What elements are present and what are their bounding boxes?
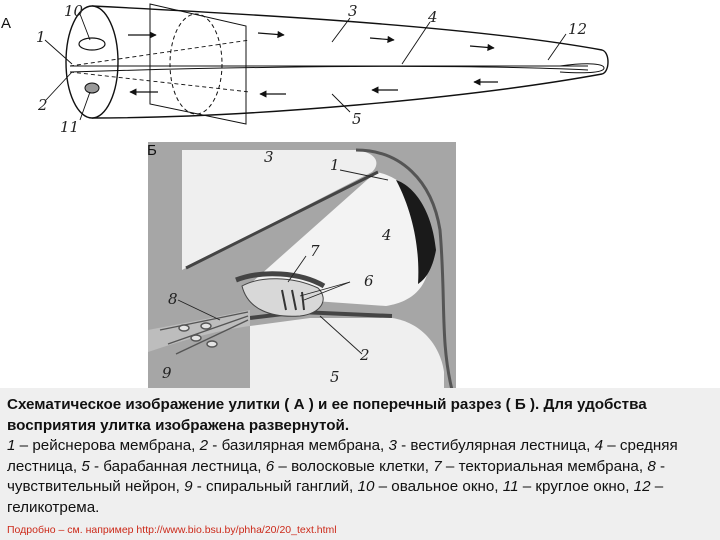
label-b-3: 3 [264, 148, 274, 166]
section-plane [150, 4, 246, 124]
label-b-6: 6 [364, 272, 374, 290]
section-plane-dashed-ellipse [170, 14, 222, 114]
figure-caption [7, 395, 713, 519]
caption-title: Схематическое изображение улитки ( А ) и ее поперечный разрез ( Б ). Для удобства восприятия улитка изображена развернутой. [7, 396, 647, 434]
basilar-membrane-line-a [70, 66, 588, 72]
caption-legend: 1 – рейснерова мембрана, 2 - базилярная мембрана, 3 - вестибулярная лестница, 4 – средняя лестница, 5 - барабанная лестница, 6 – волосковые клетки, 7 – текториальная мембрана, 8 - чувствительный нейрон, 9 - спиральный ганглий, 10 – овальное окно, 11 – круглое окно, 12 – геликотрема. [7, 437, 678, 516]
label-b-8: 8 [168, 290, 178, 308]
source-link[interactable]: Подробно – см. например http://www.bio.bsu.by/phha/20/20_text.html [7, 524, 337, 536]
panel-a-letter: А [1, 15, 12, 32]
label-a-2: 2 [38, 96, 48, 114]
label-b-7: 7 [310, 242, 320, 260]
flow-arrow-upper-4 [470, 46, 494, 48]
scala-tympani [250, 318, 444, 390]
label-a-1: 1 [36, 28, 46, 46]
label-b-5: 5 [330, 368, 340, 386]
cochlea-base-ellipse [66, 6, 118, 118]
apex-loop [560, 64, 604, 73]
label-a-10: 10 [64, 2, 84, 20]
caption-box [0, 388, 720, 540]
label-b-9: 9 [162, 364, 172, 382]
flow-arrow-upper-3 [370, 38, 394, 40]
label-b-1: 1 [330, 156, 340, 174]
round-window [85, 83, 99, 93]
label-a-4: 4 [428, 8, 438, 26]
panel-b-letter: Б [147, 142, 157, 159]
panel-b-cross-section [147, 142, 456, 390]
label-a-12: 12 [568, 20, 588, 38]
oval-window [79, 38, 105, 50]
flow-arrow-upper-2 [258, 33, 284, 35]
label-b-2: 2 [360, 346, 370, 364]
panel-a-unrolled-cochlea [1, 2, 608, 136]
label-a-3: 3 [348, 2, 358, 20]
label-b-4: 4 [382, 226, 392, 244]
label-a-5: 5 [352, 110, 362, 128]
label-a-11: 11 [60, 118, 80, 136]
cochlea-tube-outline [92, 6, 608, 118]
